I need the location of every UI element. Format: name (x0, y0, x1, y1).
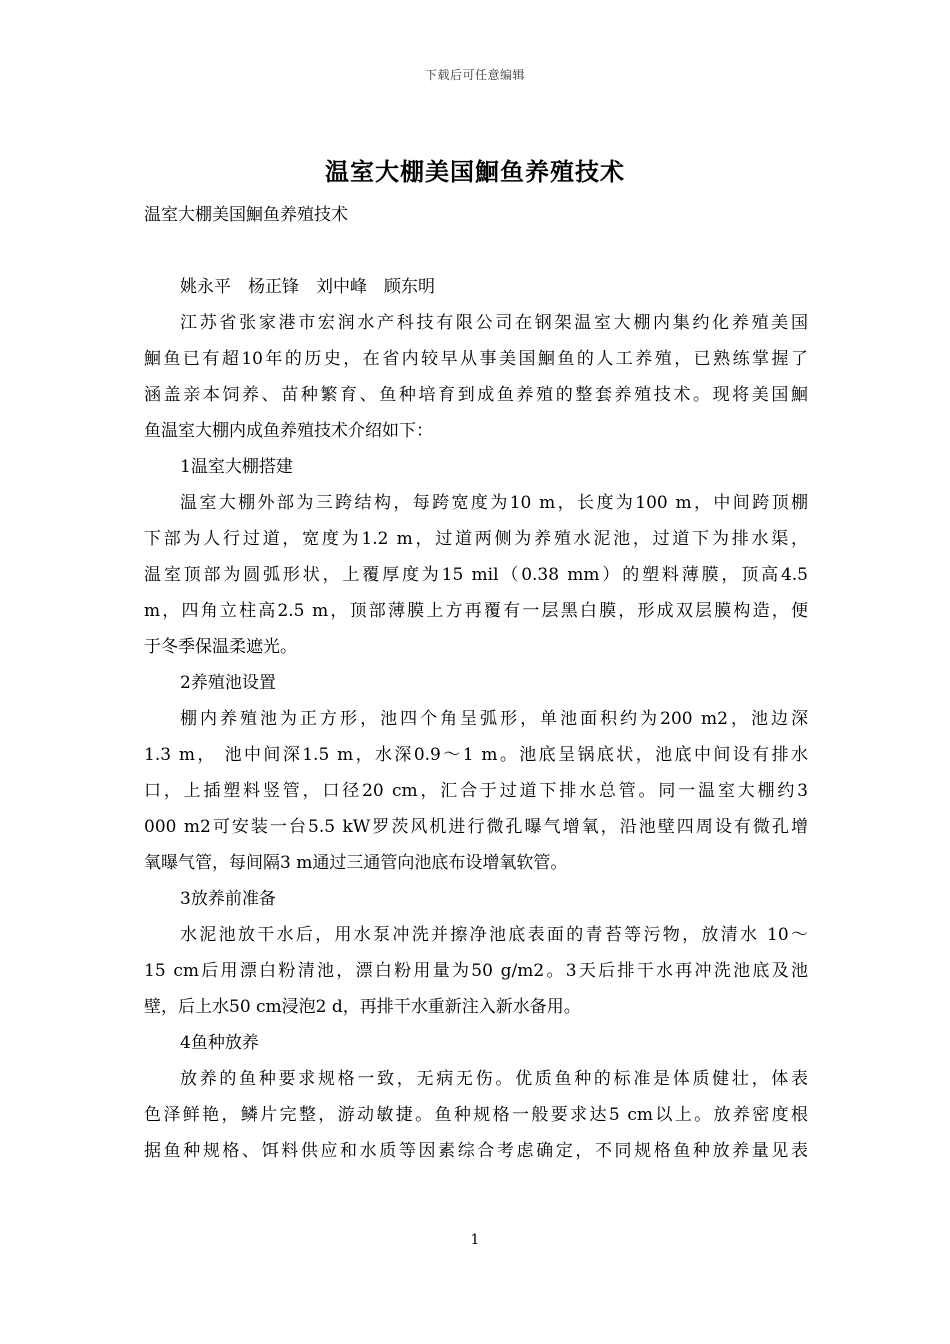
paragraph-line: 温室顶部为圆弧形状，上覆厚度为15 mil（0.38 mm）的塑料薄膜，顶高4.5 (144, 565, 808, 585)
authors: 姚永平 杨正锋 刘中峰 顾东明 (180, 277, 435, 297)
section-heading: 1温室大棚搭建 (180, 457, 293, 477)
paragraph-line: 据鱼种规格、饵料供应和水质等因素综合考虑确定，不同规格鱼种放养量见表 (144, 1141, 808, 1161)
section-paragraph (144, 917, 808, 1025)
section-paragraph (144, 701, 808, 881)
header-note: 下载后可任意编辑 (424, 68, 525, 82)
paragraph-line: 壁，后上水50 cm浸泡2 d，再排干水重新注入新水备用。 (144, 997, 581, 1017)
document-title: 温室大棚美国鮰鱼养殖技术 (325, 158, 625, 186)
paragraph-line: 于冬季保温柔遮光。 (144, 637, 297, 657)
section-heading: 2养殖池设置 (180, 673, 276, 693)
paragraph-line: 水泥池放干水后，用水泵冲洗并擦净池底表面的青苔等污物，放清水 10～ (180, 925, 808, 945)
subtitle: 温室大棚美国鮰鱼养殖技术 (144, 205, 348, 225)
document-body (144, 197, 808, 1169)
paragraph-line: 15 cm后用漂白粉清池，漂白粉用量为50 g/m2。3天后排干水再冲洗池底及池 (144, 961, 808, 981)
paragraph-line: 鱼温室大棚内成鱼养殖技术介绍如下： (144, 421, 433, 441)
paragraph-line: 放养的鱼种要求规格一致，无病无伤。优质鱼种的标准是体质健壮，体表 (180, 1069, 808, 1089)
section-paragraph (144, 1061, 808, 1169)
paragraph-line: 下部为人行过道，宽度为1.2 m，过道两侧为养殖水泥池，过道下为排水渠， (144, 529, 808, 549)
intro-paragraph (144, 305, 808, 449)
paragraph-line: 1.3 m， 池中间深1.5 m，水深0.9～1 m。池底呈锅底状，池底中间设有排水 (144, 745, 808, 765)
section-paragraph (144, 485, 808, 665)
paragraph-line: 色泽鲜艳，鳞片完整，游动敏捷。鱼种规格一般要求达5 cm以上。放养密度根 (144, 1105, 808, 1125)
spacer (144, 233, 808, 269)
paragraph-line: 鮰鱼已有超10年的历史，在省内较早从事美国鮰鱼的人工养殖，已熟练掌握了 (144, 349, 808, 369)
paragraph-line: 温室大棚外部为三跨结构，每跨宽度为10 m，长度为100 m，中间跨顶棚 (180, 493, 808, 513)
section-heading: 4鱼种放养 (180, 1033, 259, 1053)
paragraph-line: 棚内养殖池为正方形，池四个角呈弧形，单池面积约为200 m2，池边深 (180, 709, 808, 729)
section-heading: 3放养前准备 (180, 889, 276, 909)
paragraph-line: 江苏省张家港市宏润水产科技有限公司在钢架温室大棚内集约化养殖美国 (180, 313, 808, 333)
paragraph-line: 口，上插塑料竖管，口径20 cm，汇合于过道下排水总管。同一温室大棚约3 (144, 781, 808, 801)
paragraph-line: 000 m2可安装一台5.5 kW罗茨风机进行微孔曝气增氧，沿池壁四周设有微孔增 (144, 817, 808, 837)
page-number: 1 (470, 1232, 480, 1248)
paragraph-line: m，四角立柱高2.5 m，顶部薄膜上方再覆有一层黑白膜，形成双层膜构造，便 (144, 601, 808, 621)
paragraph-line: 涵盖亲本饲养、苗种繁育、鱼种培育到成鱼养殖的整套养殖技术。现将美国鮰 (144, 385, 808, 405)
paragraph-line: 氧曝气管，每间隔3 m通过三通管向池底布设增氧软管。 (144, 853, 568, 873)
